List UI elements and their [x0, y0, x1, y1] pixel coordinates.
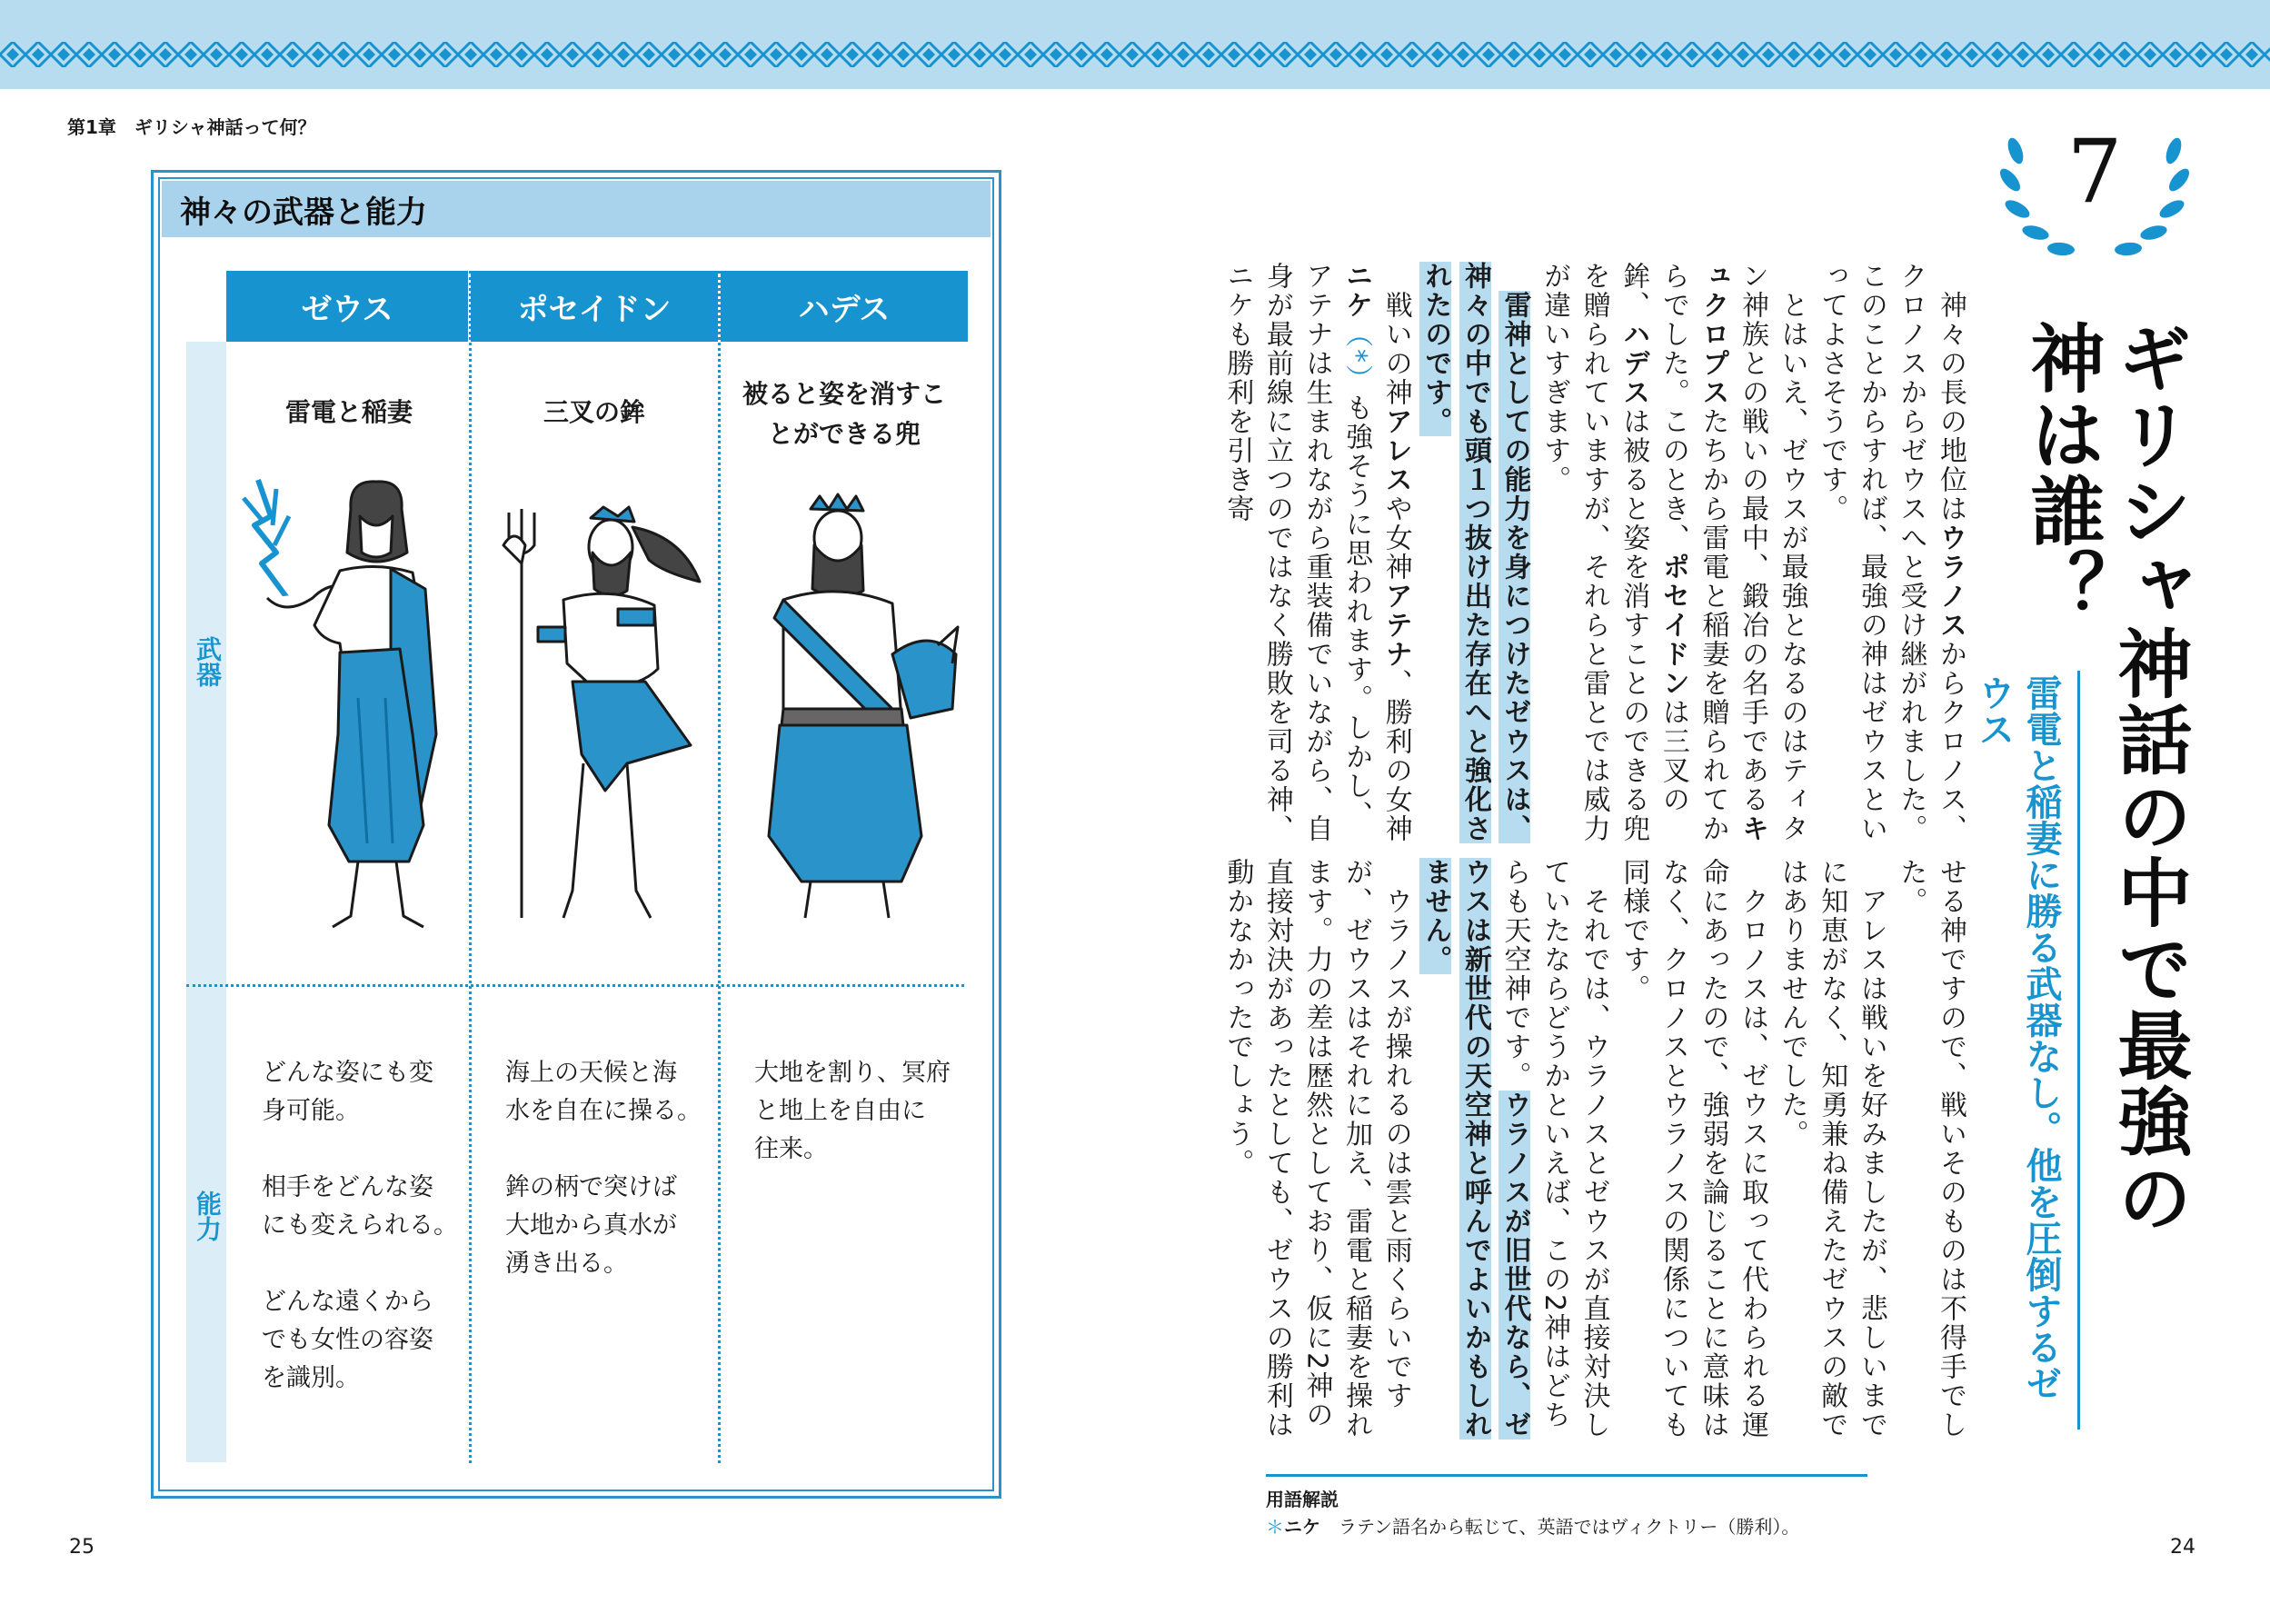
- row-label-sidebar: [186, 342, 226, 1462]
- paragraph-9: ウラノスが操れるのは雲と雨くらいですが、ゼウスはそれに加え、雷電と稲妻を操れます。力の差は歴然としており、仮に2神の直接対決があったとしても、ゼウスの勝利は動かなかったでしょう。: [1221, 858, 1412, 1440]
- footnote: [1266, 1512, 1799, 1539]
- column-divider: [469, 271, 472, 1463]
- zeus-illustration: [231, 462, 469, 934]
- ability-zeus-3: どんな遠くから でも女性の容姿 を識別。: [262, 1288, 433, 1392]
- weapon-zeus: 雷電と稲妻: [284, 397, 413, 427]
- paragraph-6: アレスは戦いを好みましたが、悲しいまでに知恵がなく、知勇兼ね備えたゼウスの敵ではありませんでした。: [1776, 858, 1887, 1440]
- ability-poseidon-1: 海上の天候と海 水を自在に操る。: [505, 1059, 702, 1125]
- page-number-right: 24: [2170, 1536, 2195, 1559]
- section-title: ギリシャ神話の中で最強の神は誰？: [2018, 320, 2192, 1236]
- footnote-marker: ＊: [1266, 1516, 1284, 1538]
- ability-poseidon-2: 鉾の柄で突けば 大地から真水が 湧き出る。: [505, 1173, 677, 1278]
- row-label-ability: 能力: [193, 1191, 223, 1241]
- hades-illustration: [747, 491, 974, 927]
- poseidon-illustration: [482, 491, 709, 927]
- column-header-hades: ハデス: [721, 271, 968, 342]
- chapter-header: 第1章 ギリシャ神話って何？: [67, 116, 316, 138]
- footnote-label: 用語解説: [1266, 1489, 1339, 1510]
- column-divider: [718, 271, 721, 1463]
- page-number-left: 25: [69, 1536, 95, 1559]
- weapon-poseidon: 三叉の鉾: [543, 397, 645, 427]
- ability-hades-1: 大地を割り、冥府 と地上を自由に 往来。: [754, 1059, 951, 1163]
- paragraph-7: クロノスは、ゼウスに取って代わられる運命にあったので、強弱を論じることに意味はなく、クロノスとウラノスの関係についても同様です。: [1618, 858, 1769, 1440]
- body-text-upper: [1221, 262, 1970, 852]
- top-band: [0, 0, 2270, 89]
- ability-zeus-1: どんな姿にも変 身可能。: [262, 1059, 433, 1125]
- paragraph-8: それでは、ウラノスとゼウスが直接対決していたならどうかといえば、この2神はどちらも天空神です。ウラノスが旧世代なら、ゼウスは新世代の天空神と呼んでよいかもしれません。: [1419, 858, 1610, 1440]
- footnote-term: ニケ: [1284, 1516, 1320, 1538]
- paragraph-3: 雷神としての能力を身につけたゼウスは、神々の中でも頭１つ抜け出た存在へと強化されたのです。: [1419, 262, 1531, 843]
- row-divider: [186, 984, 964, 987]
- column-header-poseidon: ポセイドン: [471, 271, 718, 342]
- ability-hades: [754, 1054, 954, 1207]
- paragraph-5: せる神ですので、戦いそのものは不得手でした。: [1895, 858, 1966, 1440]
- column-header-zeus: ゼウス: [226, 271, 468, 342]
- body-text-lower: [1221, 858, 1970, 1445]
- row-label-weapon: 武器: [193, 636, 223, 687]
- paragraph-2: とはいえ、ゼウスが最強となるのはティタン神族との戦いの最中、鍛冶の名手であるキュクロプスたちから雷電と稲妻を贈られてからでした。このとき、ポセイドンは三叉の鉾、ハデスは被ると姿を消すことのできる兜を贈られていますが、それらと雷とでは威力が違いすぎます。: [1538, 262, 1808, 843]
- weapon-hades: 被ると姿を消すことができる兜: [742, 379, 946, 449]
- paragraph-4: 戦いの神アレスや女神アテナ、勝利の女神ニケ（*）も強そうに思われます。しかし、アテナは生まれながら重装備でいながら、自身が最前線に立つのではなく勝敗を司る神、ニケも勝利を引き寄: [1221, 262, 1412, 843]
- cross-stitch-pattern: [0, 42, 2270, 67]
- ability-zeus-2: 相手をどんな姿 にも変えられる。: [262, 1173, 458, 1240]
- table-title: 神々の武器と能力: [180, 194, 427, 231]
- footnote-text: ラテン語名から転じて、英語ではヴィクトリー（勝利）。: [1320, 1516, 1800, 1538]
- section-subtitle: 雷電と稲妻に勝る武器なし。他を圧倒するゼウス: [1973, 674, 2062, 1401]
- footnote-rule: [1266, 1474, 1867, 1477]
- section-number: 7: [2066, 121, 2123, 223]
- ability-poseidon: [505, 1054, 705, 1321]
- ability-zeus: [262, 1054, 462, 1436]
- subtitle-rule: [2077, 671, 2080, 1430]
- paragraph-1: 神々の長の地位はウラノスからクロノス、クロノスからゼウスへと受け継がれました。このことからすれば、最強の神はゼウスといってよさそうです。: [1816, 262, 1966, 843]
